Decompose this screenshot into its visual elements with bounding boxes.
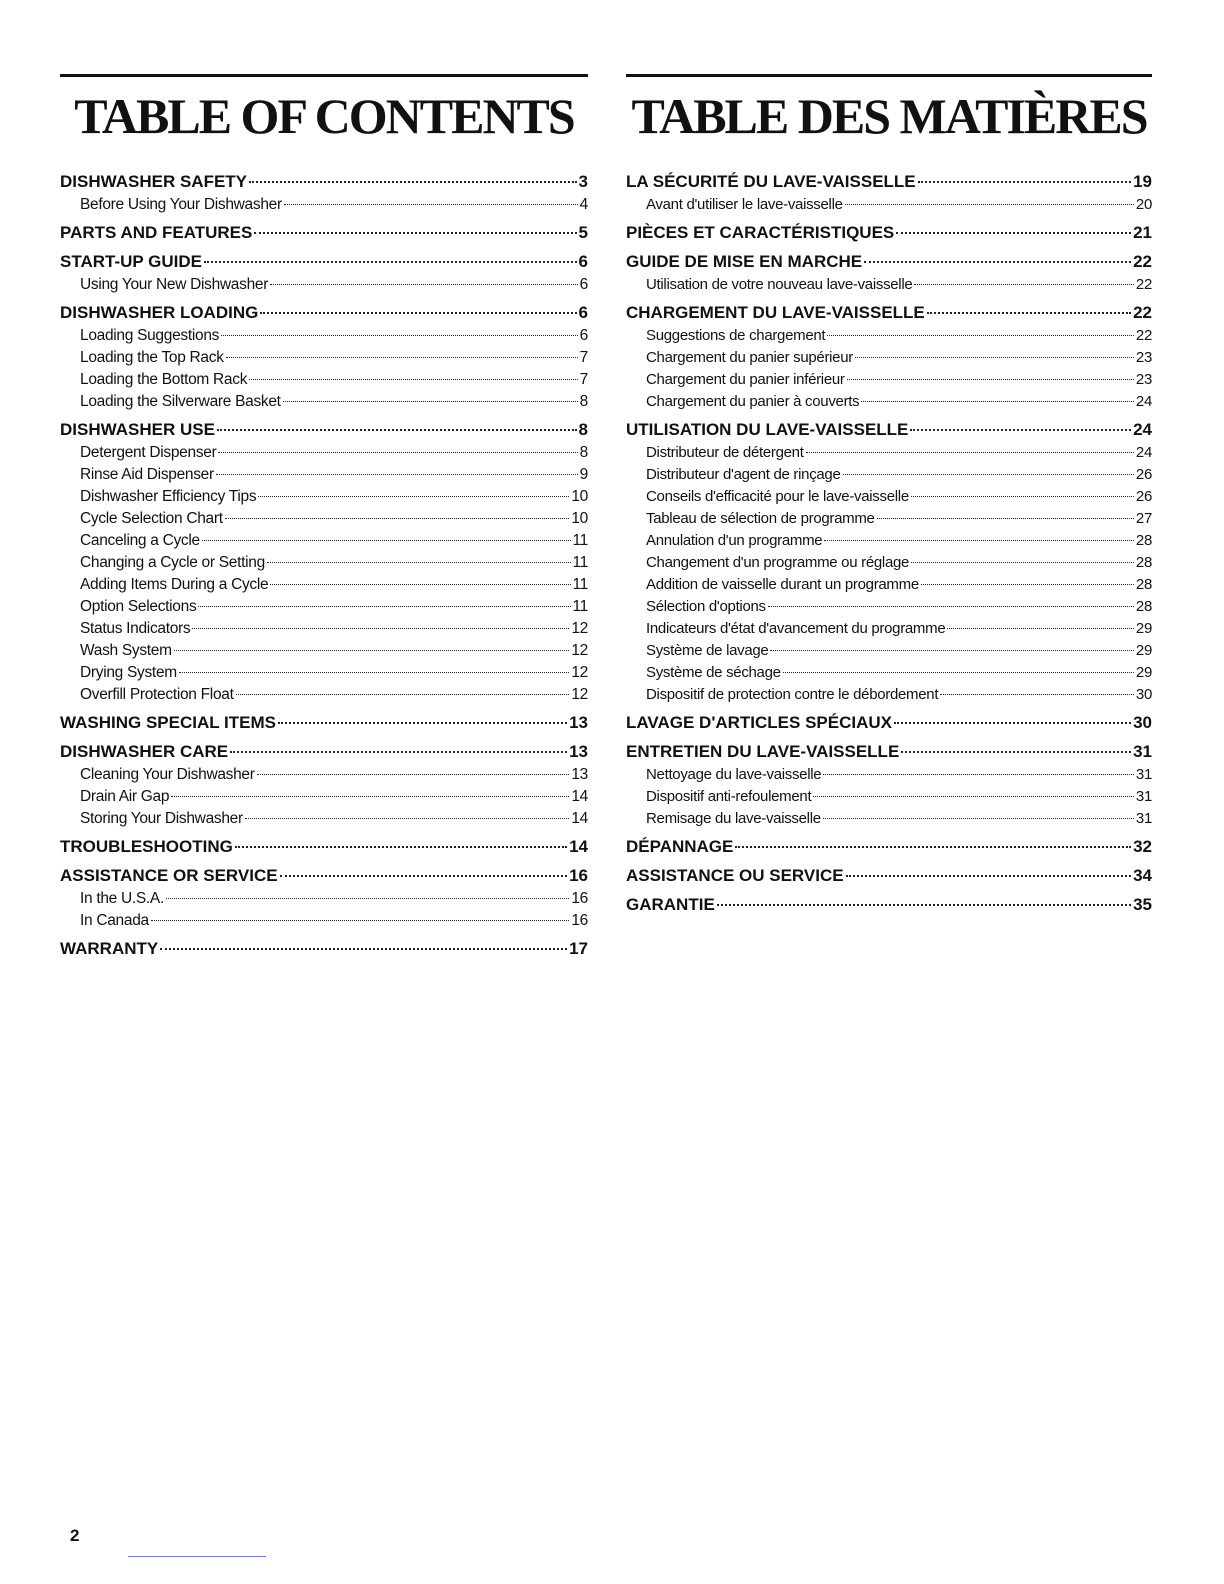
toc-section-heading-label: DISHWASHER LOADING [60,303,259,322]
toc-section-heading [60,936,588,961]
dot-leader [770,650,1133,651]
toc-section [626,169,1152,216]
toc-section-heading-page: 8 [578,420,588,439]
toc-item-label: Suggestions de chargement [646,327,826,344]
toc-section [60,417,588,706]
toc-item [626,552,1152,574]
toc-item-label: Annulation d'un programme [646,532,823,549]
dot-leader [806,452,1134,453]
toc-item-label: Changement d'un programme ou réglage [646,554,910,571]
toc-item [60,486,588,508]
toc-item-label: Chargement du panier à couverts [646,393,860,410]
toc-item-page: 14 [571,810,588,827]
dot-leader [824,540,1134,541]
toc-section-heading-label: LA SÉCURITÉ DU LAVE-VAISSELLE [626,172,916,191]
toc-item [60,391,588,413]
toc-item-page: 26 [1135,488,1152,505]
toc-item-page: 12 [571,664,588,681]
toc-section-heading [60,739,588,764]
dot-leader [249,181,577,183]
toc-item [60,888,588,910]
dot-leader [270,284,578,285]
toc-section-heading-label: GARANTIE [626,895,715,914]
toc-item-page: 16 [571,912,588,929]
toc-english-list [60,169,588,961]
toc-section [626,249,1152,296]
toc-section-heading-page: 16 [569,866,588,885]
toc-section [60,710,588,735]
toc-item-label: Dispositif anti-refoulement [646,788,812,805]
dot-leader [218,452,577,453]
dot-leader [947,628,1134,629]
toc-section [60,739,588,830]
toc-section [60,834,588,859]
toc-item-page: 7 [579,371,588,388]
dot-leader [823,818,1134,819]
dot-leader [221,335,578,336]
toc-item-label: Remisage du lave-vaisselle [646,810,821,827]
toc-section-heading [60,417,588,442]
toc-french-list [626,169,1152,917]
toc-section [626,417,1152,706]
toc-section-heading-label: WASHING SPECIAL ITEMS [60,713,276,732]
toc-item-page: 28 [1135,576,1152,593]
toc-item-page: 30 [1135,686,1152,703]
dot-leader [166,898,569,899]
toc-section-heading [60,710,588,735]
toc-item-page: 8 [579,393,588,410]
toc-item-label: Chargement du panier supérieur [646,349,853,366]
toc-item [60,640,588,662]
dot-leader [270,584,570,585]
toc-item [626,530,1152,552]
toc-item-label: Dispositif de protection contre le débordement [646,686,939,703]
toc-item [626,486,1152,508]
toc-item-label: Changing a Cycle or Setting [80,554,265,571]
toc-section-heading-label: PIÈCES ET CARACTÉRISTIQUES [626,223,895,242]
toc-section-heading-label: WARRANTY [60,939,159,958]
toc-item-page: 6 [579,276,588,293]
toc-item-label: Drying System [80,664,177,681]
toc-item-page: 10 [571,510,588,527]
toc-item-page: 31 [1135,766,1152,783]
toc-section-heading-label: DISHWASHER CARE [60,742,229,761]
toc-section-heading-label: DISHWASHER SAFETY [60,172,248,191]
toc-item-page: 12 [571,642,588,659]
toc-item [60,347,588,369]
toc-section-heading [626,892,1152,917]
toc-item [626,662,1152,684]
toc-item-label: Before Using Your Dishwasher [80,196,282,213]
toc-item-label: Système de lavage [646,642,769,659]
toc-item-label: Sélection d'options [646,598,766,615]
toc-item [626,194,1152,216]
toc-section-heading-page: 5 [578,223,588,242]
dot-leader [901,751,1131,753]
toc-item-label: Conseils d'efficacité pour le lave-vaisselle [646,488,909,505]
toc-section [626,892,1152,917]
toc-item-label: Distributeur de détergent [646,444,804,461]
toc-item [60,325,588,347]
toc-section-heading-page: 6 [578,252,588,271]
toc-item-page: 7 [579,349,588,366]
toc-section-heading [60,834,588,859]
toc-section [60,300,588,413]
toc-item [60,194,588,216]
toc-item-label: Loading the Bottom Rack [80,371,248,388]
toc-item-label: Canceling a Cycle [80,532,200,549]
toc-item-page: 4 [579,196,588,213]
toc-item-page: 11 [572,554,588,571]
dot-leader [257,774,570,775]
toc-item-page: 28 [1135,532,1152,549]
title-rule [60,74,588,77]
toc-item [60,552,588,574]
toc-item-page: 11 [572,598,588,615]
toc-item [60,684,588,706]
toc-item [626,640,1152,662]
dot-leader [927,312,1131,314]
toc-section-heading [626,249,1152,274]
toc-section-heading-label: PARTS AND FEATURES [60,223,253,242]
toc-item-page: 9 [579,466,588,483]
toc-item-label: Overfill Protection Float [80,686,234,703]
toc-item-label: Dishwasher Efficiency Tips [80,488,257,505]
toc-section-heading [60,169,588,194]
toc-section-heading-label: DISHWASHER USE [60,420,215,439]
toc-section-heading-page: 35 [1133,895,1152,914]
toc-item-page: 23 [1135,349,1152,366]
toc-item [626,274,1152,296]
dot-leader [171,796,569,797]
dot-leader [192,628,569,629]
dot-leader [179,672,569,673]
dot-leader [783,672,1134,673]
dot-leader [260,312,576,314]
toc-item [626,464,1152,486]
toc-item [626,325,1152,347]
toc-section-heading-page: 17 [569,939,588,958]
toc-section-heading-label: START-UP GUIDE [60,252,202,271]
toc-section-heading-page: 14 [569,837,588,856]
dot-leader [217,429,577,431]
toc-section-heading-label: CHARGEMENT DU LAVE-VAISSELLE [626,303,925,322]
toc-item [626,347,1152,369]
toc-item-page: 29 [1135,620,1152,637]
toc-item-label: Cycle Selection Chart [80,510,223,527]
title-rule [626,74,1152,77]
toc-section-heading-label: ENTRETIEN DU LAVE-VAISSELLE [626,742,900,761]
toc-section-heading-label: LAVAGE D'ARTICLES SPÉCIAUX [626,713,892,732]
toc-item [60,464,588,486]
toc-section [60,936,588,961]
dot-leader [254,232,576,234]
toc-item-page: 29 [1135,664,1152,681]
toc-section-heading [626,417,1152,442]
toc-item-page: 28 [1135,598,1152,615]
toc-item-page: 22 [1135,327,1152,344]
toc-item [626,596,1152,618]
toc-item-label: Status Indicators [80,620,191,637]
toc-section-heading [626,300,1152,325]
toc-section-heading-label: ASSISTANCE OR SERVICE [60,866,278,885]
toc-item-label: Loading the Silverware Basket [80,393,281,410]
dot-leader [827,335,1134,336]
toc-item-label: Cleaning Your Dishwasher [80,766,255,783]
dot-leader [940,694,1134,695]
dot-leader [249,379,578,380]
toc-item-label: In the U.S.A. [80,890,164,907]
toc-section-heading-label: ASSISTANCE OU SERVICE [626,866,844,885]
dot-leader [911,562,1134,563]
toc-item-label: Utilisation de votre nouveau lave-vaisselle [646,276,913,293]
toc-item-label: Detergent Dispenser [80,444,217,461]
toc-item-page: 24 [1135,444,1152,461]
toc-item-page: 13 [571,766,588,783]
toc-french-column [626,74,1152,917]
toc-item-label: Avant d'utiliser le lave-vaisselle [646,196,843,213]
toc-section-heading-page: 13 [569,713,588,732]
toc-item-label: In Canada [80,912,149,929]
dot-leader [267,562,571,563]
toc-section [60,249,588,296]
dot-leader [864,261,1131,263]
dot-leader [216,474,578,475]
dot-leader [283,401,578,402]
toc-section-heading-page: 19 [1133,172,1152,191]
toc-item-page: 12 [571,620,588,637]
toc-section-heading [626,863,1152,888]
toc-item [60,574,588,596]
toc-section-heading-label: UTILISATION DU LAVE-VAISSELLE [626,420,909,439]
toc-item [626,618,1152,640]
dot-leader [226,357,578,358]
toc-section [626,739,1152,830]
toc-item-label: Indicateurs d'état d'avancement du programme [646,620,946,637]
toc-item-label: Storing Your Dishwasher [80,810,243,827]
toc-item-page: 29 [1135,642,1152,659]
toc-item [626,369,1152,391]
toc-item [60,910,588,932]
toc-item-page: 22 [1135,276,1152,293]
dot-leader [894,722,1131,724]
toc-item-page: 11 [572,576,588,593]
dot-leader [823,774,1134,775]
toc-item-label: Loading the Top Rack [80,349,224,366]
toc-section [626,863,1152,888]
dot-leader [921,584,1134,585]
dot-leader [877,518,1134,519]
toc-section-heading [626,710,1152,735]
toc-item-page: 28 [1135,554,1152,571]
dot-leader [198,606,570,607]
dot-leader [235,846,567,848]
toc-section-heading-label: GUIDE DE MISE EN MARCHE [626,252,863,271]
dot-leader [174,650,570,651]
toc-item [60,618,588,640]
toc-section-heading-page: 22 [1133,252,1152,271]
footer-rule [128,1556,266,1557]
toc-section [60,169,588,216]
toc-section-heading [60,300,588,325]
dot-leader [846,875,1131,877]
dot-leader [914,284,1133,285]
toc-section [626,220,1152,245]
toc-section-heading-page: 13 [569,742,588,761]
toc-section-heading [60,220,588,245]
dot-leader [225,518,570,519]
toc-item [60,274,588,296]
toc-item-label: Drain Air Gap [80,788,170,805]
toc-item-label: Rinse Aid Dispenser [80,466,214,483]
toc-section [60,863,588,932]
toc-item [626,808,1152,830]
toc-item [60,596,588,618]
toc-section-heading-page: 6 [578,303,588,322]
dot-leader [230,751,567,753]
toc-section-heading [60,863,588,888]
toc-section-heading [626,834,1152,859]
toc-item-label: Loading Suggestions [80,327,220,344]
toc-item [60,530,588,552]
toc-item-page: 8 [579,444,588,461]
dot-leader [918,181,1131,183]
toc-item [60,369,588,391]
toc-item-label: Addition de vaisselle durant un programme [646,576,919,593]
toc-item-page: 11 [572,532,588,549]
toc-section-heading [60,249,588,274]
toc-item [60,662,588,684]
toc-item-page: 27 [1135,510,1152,527]
toc-section-heading-page: 34 [1133,866,1152,885]
toc-english-column [60,74,588,961]
toc-section-heading-page: 30 [1133,713,1152,732]
toc-item-label: Using Your New Dishwasher [80,276,269,293]
toc-item-page: 14 [571,788,588,805]
toc-item [626,574,1152,596]
toc-item-page: 26 [1135,466,1152,483]
toc-item-page: 10 [571,488,588,505]
dot-leader [204,261,577,263]
toc-french-title: TABLE DES MATIÈRES [631,88,1147,144]
dot-leader [258,496,569,497]
dot-leader [843,474,1134,475]
dot-leader [278,722,567,724]
toc-item [60,808,588,830]
dot-leader [855,357,1134,358]
toc-item [626,684,1152,706]
toc-section-heading-page: 31 [1133,742,1152,761]
dot-leader [861,401,1134,402]
dot-leader [735,846,1131,848]
dot-leader [284,204,578,205]
toc-section-heading [626,739,1152,764]
toc-item [60,786,588,808]
toc-item-label: Chargement du panier inférieur [646,371,845,388]
dot-leader [717,904,1131,906]
toc-section-heading [626,169,1152,194]
toc-section-heading-page: 24 [1133,420,1152,439]
dot-leader [245,818,570,819]
toc-section-heading-page: 3 [578,172,588,191]
toc-item-label: Adding Items During a Cycle [80,576,269,593]
toc-section-heading-label: DÉPANNAGE [626,837,734,856]
toc-item-page: 16 [571,890,588,907]
toc-item-label: Wash System [80,642,172,659]
toc-section-heading-page: 32 [1133,837,1152,856]
toc-item-label: Système de séchage [646,664,781,681]
toc-item-page: 6 [579,327,588,344]
toc-item-page: 20 [1135,196,1152,213]
toc-section-heading [626,220,1152,245]
toc-section [60,220,588,245]
toc-section [626,300,1152,413]
toc-section [626,710,1152,735]
toc-item [626,764,1152,786]
toc-item [626,391,1152,413]
toc-item-page: 12 [571,686,588,703]
dot-leader [910,429,1131,431]
toc-item [626,786,1152,808]
toc-section [626,834,1152,859]
toc-item [60,442,588,464]
toc-item-page: 23 [1135,371,1152,388]
toc-item [60,508,588,530]
toc-item-label: Tableau de sélection de programme [646,510,875,527]
dot-leader [813,796,1134,797]
toc-section-heading-label: TROUBLESHOOTING [60,837,233,856]
toc-item [626,442,1152,464]
toc-item-label: Nettoyage du lave-vaisselle [646,766,822,783]
toc-item [626,508,1152,530]
toc-item-label: Option Selections [80,598,197,615]
toc-section-heading-page: 21 [1133,223,1152,242]
toc-item-page: 24 [1135,393,1152,410]
toc-section-heading-page: 22 [1133,303,1152,322]
dot-leader [768,606,1134,607]
toc-english-title: TABLE OF CONTENTS [74,88,574,144]
dot-leader [236,694,570,695]
toc-item-page: 31 [1135,810,1152,827]
dot-leader [280,875,567,877]
page-number: 2 [70,1526,80,1545]
dot-leader [160,948,567,950]
dot-leader [202,540,571,541]
toc-item-label: Distributeur d'agent de rinçage [646,466,841,483]
toc-item [60,764,588,786]
dot-leader [911,496,1134,497]
dot-leader [151,920,570,921]
dot-leader [847,379,1134,380]
dot-leader [896,232,1131,234]
dot-leader [845,204,1134,205]
toc-item-page: 31 [1135,788,1152,805]
